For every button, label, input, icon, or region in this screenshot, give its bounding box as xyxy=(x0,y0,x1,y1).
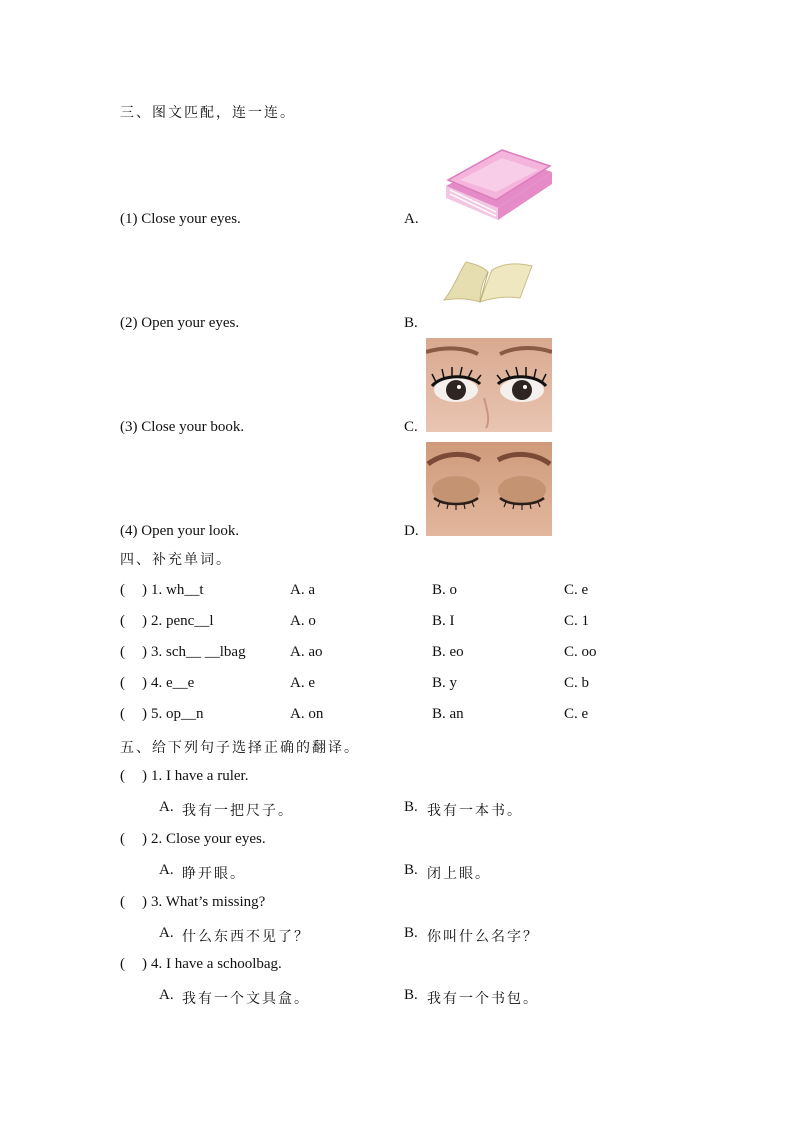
open-eyes-image xyxy=(426,338,552,432)
fill-question: 3. sch__ __lbag xyxy=(151,644,246,660)
choice-c: C. e xyxy=(564,582,589,598)
answer-paren-open: ( xyxy=(120,894,125,910)
choice-b: B. y xyxy=(432,675,458,691)
choice-a: A. o xyxy=(290,613,316,629)
choice-b: B. o xyxy=(432,582,458,598)
option-a-label: A. xyxy=(159,925,174,941)
section4-heading: 四、补充单词。 xyxy=(120,552,232,568)
answer-paren-close: ) xyxy=(142,675,147,691)
option-b-text: 闭上眼。 xyxy=(427,866,491,882)
match-item-text: (4) Open your look. xyxy=(120,523,240,539)
option-a-text: 睁开眼。 xyxy=(182,866,246,882)
fill-question: 1. wh__t xyxy=(151,582,204,598)
answer-paren-open: ( xyxy=(120,613,125,629)
choice-a: A. on xyxy=(290,706,324,722)
option-a-label: A. xyxy=(159,799,174,815)
match-option-label: A. xyxy=(404,211,419,227)
option-a-text: 我有一把尺子。 xyxy=(182,803,294,819)
match-option-label: B. xyxy=(404,315,418,331)
closed-eyes-image xyxy=(426,442,552,536)
translation-question: 1. I have a ruler. xyxy=(151,768,249,784)
answer-paren-open: ( xyxy=(120,675,125,691)
answer-paren-open: ( xyxy=(120,582,125,598)
answer-paren-open: ( xyxy=(120,644,125,660)
fill-question: 2. penc__l xyxy=(151,613,214,629)
option-b-text: 你叫什么名字？ xyxy=(427,929,539,945)
option-b-label: B. xyxy=(404,799,418,815)
choice-b: B. eo xyxy=(432,644,464,660)
choice-c: C. 1 xyxy=(564,613,590,629)
fill-question: 5. op__n xyxy=(151,706,204,722)
translation-question: 4. I have a schoolbag. xyxy=(151,956,282,972)
option-b-label: B. xyxy=(404,862,418,878)
answer-paren-open: ( xyxy=(120,768,125,784)
answer-paren-close: ) xyxy=(142,894,147,910)
option-a-text: 我有一个文具盒。 xyxy=(182,991,310,1007)
answer-paren-close: ) xyxy=(142,644,147,660)
match-item-text: (3) Close your book. xyxy=(120,419,245,435)
answer-paren-close: ) xyxy=(142,768,147,784)
choice-c: C. e xyxy=(564,706,589,722)
option-b-text: 我有一本书。 xyxy=(427,803,523,819)
section5-heading: 五、给下列句子选择正确的翻译。 xyxy=(120,740,360,756)
option-a-label: A. xyxy=(159,862,174,878)
answer-paren-close: ) xyxy=(142,706,147,722)
section3-heading: 三、图文匹配，连一连。 xyxy=(120,105,296,121)
choice-b: B. I xyxy=(432,613,455,629)
option-b-label: B. xyxy=(404,925,418,941)
option-b-text: 我有一个书包。 xyxy=(427,991,539,1007)
choice-a: A. e xyxy=(290,675,315,691)
answer-paren-close: ) xyxy=(142,613,147,629)
match-item-text: (1) Close your eyes. xyxy=(120,211,241,227)
translation-question: 2. Close your eyes. xyxy=(151,831,266,847)
option-a-label: A. xyxy=(159,987,174,1003)
fill-question: 4. e__e xyxy=(151,675,195,691)
answer-paren-close: ) xyxy=(142,956,147,972)
answer-paren-open: ( xyxy=(120,956,125,972)
choice-c: C. b xyxy=(564,675,590,691)
choice-c: C. oo xyxy=(564,644,597,660)
closed-pink-book-image xyxy=(440,142,556,224)
answer-paren-close: ) xyxy=(142,582,147,598)
answer-paren-close: ) xyxy=(142,831,147,847)
match-option-label: C. xyxy=(404,419,418,435)
match-item-text: (2) Open your eyes. xyxy=(120,315,240,331)
answer-paren-open: ( xyxy=(120,706,125,722)
option-a-text: 什么东西不见了？ xyxy=(182,929,310,945)
choice-a: A. ao xyxy=(290,644,323,660)
translation-question: 3. What’s missing? xyxy=(151,894,266,910)
choice-a: A. a xyxy=(290,582,315,598)
match-option-label: D. xyxy=(404,523,419,539)
open-book-image xyxy=(440,256,536,306)
option-b-label: B. xyxy=(404,987,418,1003)
choice-b: B. an xyxy=(432,706,464,722)
answer-paren-open: ( xyxy=(120,831,125,847)
